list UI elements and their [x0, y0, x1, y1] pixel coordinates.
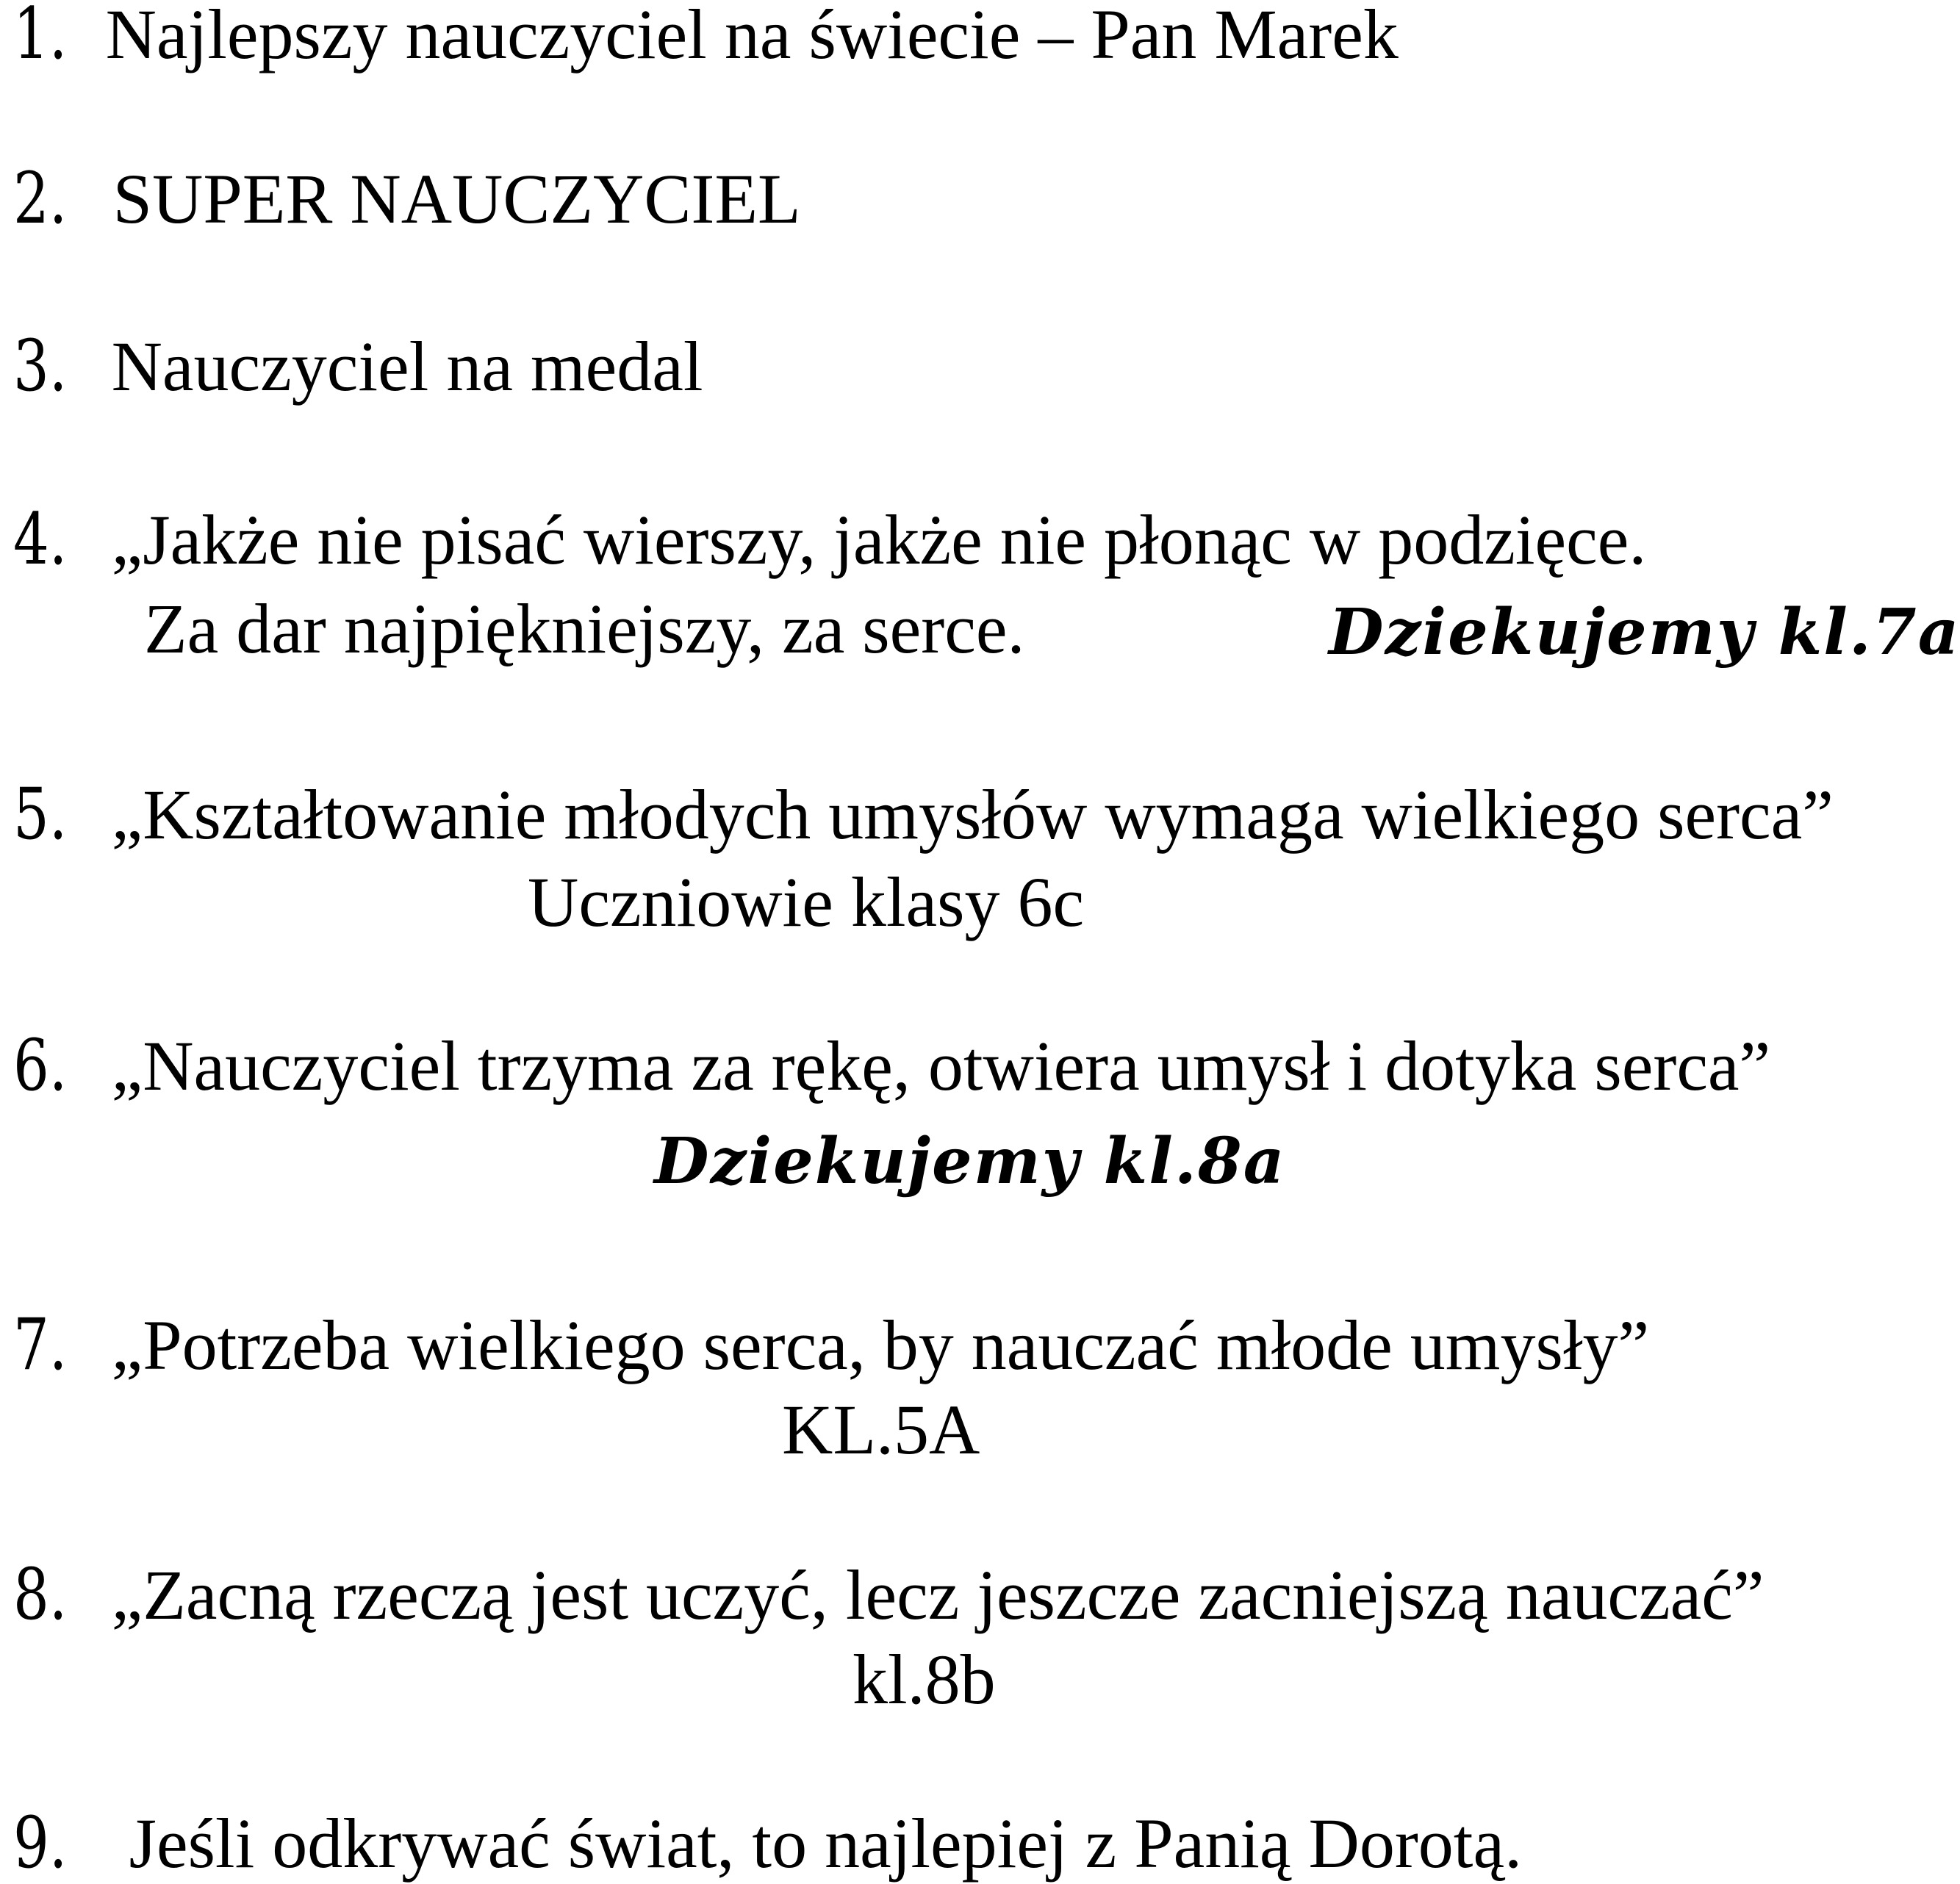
item-number: 2.: [13, 157, 68, 240]
item-text: „Kształtowanie młodych umysłów wymaga wielkiego serca”: [111, 775, 1834, 854]
list-item: [13, 157, 801, 240]
item-text: Najlepszy nauczyciel na świecie – Pan Marek: [105, 0, 1399, 73]
list-item: [13, 1553, 1765, 1636]
signature: Uczniowie klasy 6c: [528, 863, 1085, 941]
list-item: [13, 773, 1834, 855]
item-text: Nauczyciel na medal: [111, 327, 703, 406]
item-text-continuation: Za dar najpiękniejszy, za serce.: [144, 589, 1025, 668]
item-text: „Potrzeba wielkiego serca, by nauczać młode umysły”: [111, 1306, 1650, 1384]
signature: KL.5A: [782, 1390, 980, 1469]
list-item: [13, 1024, 1771, 1107]
signature: Dziekujemy kl.8a: [654, 1124, 1286, 1198]
item-number: 5.: [13, 773, 68, 855]
item-text: „Jakże nie pisać wierszy, jakże nie płonąc w podzięce.: [111, 500, 1647, 579]
item-number: 1.: [13, 0, 68, 75]
list-item: [13, 325, 703, 407]
list-item: [13, 1802, 1523, 1884]
list-item: [13, 498, 1647, 580]
item-text: „Zacną rzeczą jest uczyć, lecz jeszcze zacniejszą nauczać”: [111, 1556, 1765, 1634]
item-number: 3.: [13, 325, 68, 407]
item-text: „Nauczyciel trzyma za rękę, otwiera umysł i dotyka serca”: [111, 1027, 1771, 1105]
item-text: Jeśli odkrywać świat, to najlepiej z Panią Dorotą.: [129, 1804, 1523, 1883]
item-text: SUPER NAUCZYCIEL: [112, 159, 801, 238]
signature: Dziekujemy kl.7a: [1329, 595, 1960, 669]
item-number: 9.: [13, 1802, 68, 1884]
list-item: [13, 0, 1399, 75]
list-item: [13, 1304, 1650, 1386]
signature: kl.8b: [852, 1640, 996, 1719]
item-number: 4.: [13, 498, 68, 580]
item-number: 8.: [13, 1553, 68, 1636]
item-number: 6.: [13, 1024, 68, 1107]
item-number: 7.: [13, 1304, 68, 1386]
